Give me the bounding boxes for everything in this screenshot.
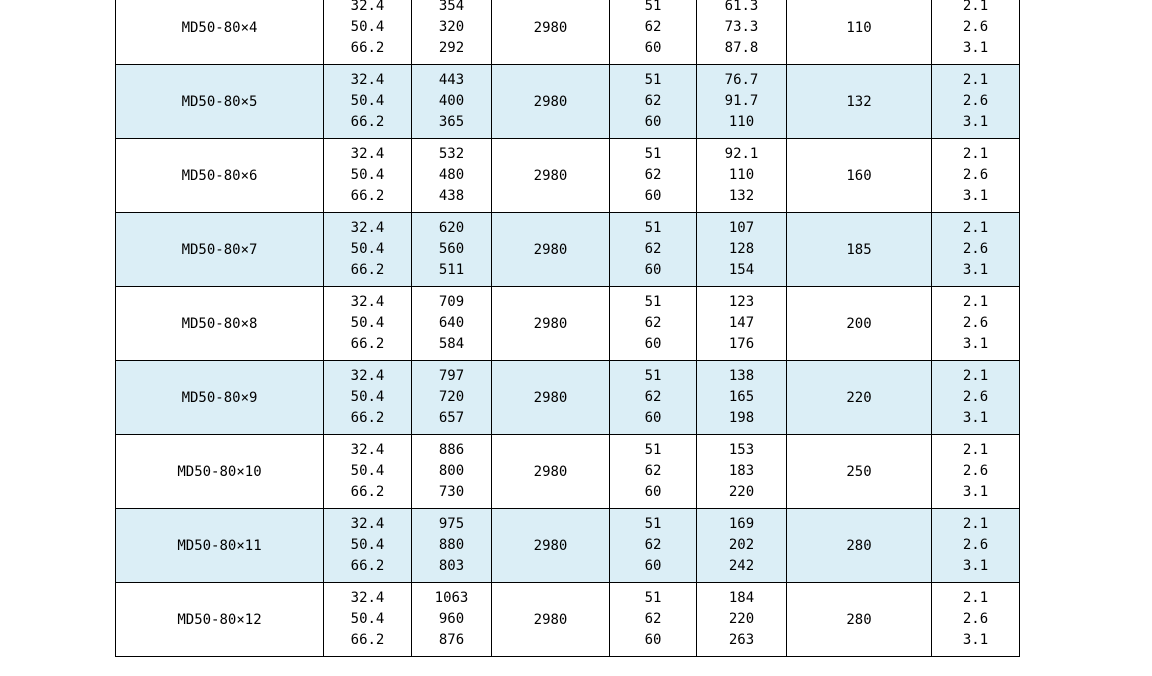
- head-cell: [412, 435, 492, 509]
- flow-cell-value: 32.4: [350, 146, 385, 162]
- npsh-cell-value: 2.1: [962, 368, 989, 384]
- speed-cell: 2980: [492, 287, 610, 361]
- shaft-power-cell-value: 61.3: [724, 0, 759, 14]
- table-row: [116, 361, 1020, 435]
- flow-cell: [324, 509, 412, 583]
- head-cell: [412, 583, 492, 657]
- shaft-power-cell-value: 138: [728, 368, 755, 384]
- shaft-power-cell-value: 147: [728, 315, 755, 331]
- shaft-power-cell-value: 110: [728, 114, 755, 130]
- head-cell-value: 657: [438, 410, 465, 426]
- flow-cell-value: 32.4: [350, 516, 385, 532]
- npsh-cell: [932, 213, 1020, 287]
- efficiency-cell-value: 62: [644, 19, 662, 35]
- head-cell: [412, 0, 492, 65]
- npsh-cell: [932, 65, 1020, 139]
- npsh-cell-value: 2.6: [962, 389, 989, 405]
- head-cell-value: 365: [438, 114, 465, 130]
- npsh-cell-value: 3.1: [962, 114, 989, 130]
- efficiency-cell-value: 60: [644, 40, 662, 56]
- motor-power-cell: 280: [787, 583, 932, 657]
- npsh-cell-value: 3.1: [962, 336, 989, 352]
- shaft-power-cell: [697, 65, 787, 139]
- efficiency-cell-value: 51: [644, 516, 662, 532]
- flow-cell-value: 32.4: [350, 294, 385, 310]
- head-cell-value: 640: [438, 315, 465, 331]
- speed-cell: 2980: [492, 213, 610, 287]
- efficiency-cell: [610, 213, 697, 287]
- efficiency-cell-value: 62: [644, 241, 662, 257]
- motor-power-cell: 280: [787, 509, 932, 583]
- shaft-power-cell-value: 76.7: [724, 72, 759, 88]
- shaft-power-cell-value: 128: [728, 241, 755, 257]
- efficiency-cell-value: 51: [644, 294, 662, 310]
- efficiency-cell-value: 51: [644, 368, 662, 384]
- flow-cell-value: 32.4: [350, 590, 385, 606]
- efficiency-cell-value: 62: [644, 537, 662, 553]
- efficiency-cell-value: 62: [644, 389, 662, 405]
- npsh-cell-value: 3.1: [962, 410, 989, 426]
- flow-cell-value: 50.4: [350, 463, 385, 479]
- npsh-cell-value: 2.6: [962, 611, 989, 627]
- motor-power-cell: 185: [787, 213, 932, 287]
- efficiency-cell-value: 62: [644, 463, 662, 479]
- npsh-cell: [932, 435, 1020, 509]
- table-row: [116, 583, 1020, 657]
- flow-cell-value: 32.4: [350, 72, 385, 88]
- shaft-power-cell-value: 220: [728, 484, 755, 500]
- head-cell: [412, 213, 492, 287]
- efficiency-cell-value: 51: [644, 0, 662, 14]
- shaft-power-cell-value: 154: [728, 262, 755, 278]
- table-row: [116, 435, 1020, 509]
- model-cell: MD50-80×7: [116, 213, 324, 287]
- npsh-cell-value: 2.1: [962, 516, 989, 532]
- shaft-power-cell-value: 202: [728, 537, 755, 553]
- npsh-cell-value: 2.6: [962, 537, 989, 553]
- speed-cell: 2980: [492, 583, 610, 657]
- head-cell: [412, 287, 492, 361]
- shaft-power-cell-value: 123: [728, 294, 755, 310]
- speed-cell: 2980: [492, 509, 610, 583]
- npsh-cell: [932, 583, 1020, 657]
- efficiency-cell-value: 51: [644, 72, 662, 88]
- efficiency-cell: [610, 287, 697, 361]
- flow-cell: [324, 65, 412, 139]
- shaft-power-cell: [697, 213, 787, 287]
- efficiency-cell-value: 60: [644, 410, 662, 426]
- shaft-power-cell: [697, 509, 787, 583]
- efficiency-cell: [610, 361, 697, 435]
- shaft-power-cell-value: 242: [728, 558, 755, 574]
- motor-power-cell: 200: [787, 287, 932, 361]
- npsh-cell-value: 3.1: [962, 40, 989, 56]
- head-cell: [412, 65, 492, 139]
- efficiency-cell: [610, 583, 697, 657]
- npsh-cell-value: 2.6: [962, 19, 989, 35]
- npsh-cell: [932, 139, 1020, 213]
- shaft-power-cell-value: 87.8: [724, 40, 759, 56]
- head-cell-value: 975: [438, 516, 465, 532]
- flow-cell-value: 50.4: [350, 389, 385, 405]
- npsh-cell-value: 3.1: [962, 484, 989, 500]
- flow-cell-value: 66.2: [350, 558, 385, 574]
- npsh-cell: [932, 0, 1020, 65]
- head-cell-value: 960: [438, 611, 465, 627]
- efficiency-cell-value: 60: [644, 336, 662, 352]
- efficiency-cell-value: 51: [644, 590, 662, 606]
- efficiency-cell-value: 62: [644, 315, 662, 331]
- flow-cell: [324, 361, 412, 435]
- efficiency-cell-value: 60: [644, 188, 662, 204]
- head-cell-value: 584: [438, 336, 465, 352]
- head-cell-value: 320: [438, 19, 465, 35]
- flow-cell-value: 66.2: [350, 410, 385, 426]
- shaft-power-cell-value: 110: [728, 167, 755, 183]
- npsh-cell-value: 2.1: [962, 590, 989, 606]
- flow-cell-value: 50.4: [350, 315, 385, 331]
- efficiency-cell-value: 62: [644, 611, 662, 627]
- head-cell-value: 292: [438, 40, 465, 56]
- shaft-power-cell-value: 184: [728, 590, 755, 606]
- shaft-power-cell-value: 91.7: [724, 93, 759, 109]
- head-cell-value: 876: [438, 632, 465, 648]
- head-cell-value: 797: [438, 368, 465, 384]
- shaft-power-cell-value: 132: [728, 188, 755, 204]
- flow-cell-value: 66.2: [350, 188, 385, 204]
- npsh-cell-value: 2.6: [962, 315, 989, 331]
- npsh-cell-value: 2.1: [962, 0, 989, 14]
- head-cell-value: 803: [438, 558, 465, 574]
- pump-spec-table: [115, 0, 1020, 657]
- speed-cell: 2980: [492, 361, 610, 435]
- flow-cell-value: 66.2: [350, 336, 385, 352]
- head-cell: [412, 509, 492, 583]
- table-row: [116, 139, 1020, 213]
- head-cell-value: 880: [438, 537, 465, 553]
- efficiency-cell-value: 62: [644, 93, 662, 109]
- efficiency-cell-value: 60: [644, 632, 662, 648]
- npsh-cell: [932, 361, 1020, 435]
- shaft-power-cell-value: 183: [728, 463, 755, 479]
- head-cell-value: 511: [438, 262, 465, 278]
- efficiency-cell: [610, 509, 697, 583]
- table-row: [116, 0, 1020, 65]
- npsh-cell-value: 3.1: [962, 558, 989, 574]
- head-cell-value: 443: [438, 72, 465, 88]
- flow-cell: [324, 139, 412, 213]
- head-cell-value: 800: [438, 463, 465, 479]
- shaft-power-cell: [697, 361, 787, 435]
- speed-cell: 2980: [492, 65, 610, 139]
- shaft-power-cell-value: 107: [728, 220, 755, 236]
- model-cell: MD50-80×4: [116, 0, 324, 65]
- efficiency-cell-value: 60: [644, 484, 662, 500]
- efficiency-cell-value: 60: [644, 558, 662, 574]
- npsh-cell-value: 3.1: [962, 188, 989, 204]
- head-cell-value: 620: [438, 220, 465, 236]
- table-row: [116, 213, 1020, 287]
- motor-power-cell: 132: [787, 65, 932, 139]
- flow-cell-value: 66.2: [350, 484, 385, 500]
- speed-cell: 2980: [492, 435, 610, 509]
- flow-cell-value: 66.2: [350, 262, 385, 278]
- speed-cell: 2980: [492, 139, 610, 213]
- flow-cell-value: 32.4: [350, 220, 385, 236]
- flow-cell: [324, 213, 412, 287]
- model-cell: MD50-80×6: [116, 139, 324, 213]
- head-cell-value: 886: [438, 442, 465, 458]
- npsh-cell-value: 2.1: [962, 220, 989, 236]
- npsh-cell-value: 3.1: [962, 632, 989, 648]
- shaft-power-cell-value: 176: [728, 336, 755, 352]
- speed-cell: 2980: [492, 0, 610, 65]
- head-cell-value: 532: [438, 146, 465, 162]
- npsh-cell-value: 2.1: [962, 146, 989, 162]
- shaft-power-cell: [697, 0, 787, 65]
- flow-cell-value: 32.4: [350, 442, 385, 458]
- head-cell-value: 730: [438, 484, 465, 500]
- flow-cell-value: 50.4: [350, 19, 385, 35]
- npsh-cell-value: 2.1: [962, 72, 989, 88]
- npsh-cell: [932, 287, 1020, 361]
- shaft-power-cell-value: 153: [728, 442, 755, 458]
- table-row: [116, 287, 1020, 361]
- shaft-power-cell: [697, 435, 787, 509]
- flow-cell-value: 32.4: [350, 368, 385, 384]
- shaft-power-cell-value: 263: [728, 632, 755, 648]
- model-cell: MD50-80×9: [116, 361, 324, 435]
- npsh-cell: [932, 509, 1020, 583]
- motor-power-cell: 220: [787, 361, 932, 435]
- flow-cell-value: 66.2: [350, 40, 385, 56]
- head-cell-value: 709: [438, 294, 465, 310]
- shaft-power-cell-value: 73.3: [724, 19, 759, 35]
- model-cell: MD50-80×12: [116, 583, 324, 657]
- efficiency-cell: [610, 65, 697, 139]
- head-cell-value: 720: [438, 389, 465, 405]
- shaft-power-cell-value: 165: [728, 389, 755, 405]
- model-cell: MD50-80×11: [116, 509, 324, 583]
- flow-cell-value: 66.2: [350, 632, 385, 648]
- head-cell: [412, 139, 492, 213]
- efficiency-cell-value: 60: [644, 262, 662, 278]
- motor-power-cell: 110: [787, 0, 932, 65]
- efficiency-cell-value: 51: [644, 442, 662, 458]
- head-cell-value: 560: [438, 241, 465, 257]
- flow-cell-value: 50.4: [350, 611, 385, 627]
- motor-power-cell: 250: [787, 435, 932, 509]
- shaft-power-cell: [697, 583, 787, 657]
- flow-cell-value: 32.4: [350, 0, 385, 14]
- efficiency-cell-value: 62: [644, 167, 662, 183]
- flow-cell: [324, 287, 412, 361]
- npsh-cell-value: 2.1: [962, 442, 989, 458]
- model-cell: MD50-80×8: [116, 287, 324, 361]
- npsh-cell-value: 2.6: [962, 167, 989, 183]
- shaft-power-cell-value: 220: [728, 611, 755, 627]
- shaft-power-cell: [697, 287, 787, 361]
- flow-cell-value: 66.2: [350, 114, 385, 130]
- flow-cell: [324, 0, 412, 65]
- flow-cell: [324, 435, 412, 509]
- flow-cell-value: 50.4: [350, 167, 385, 183]
- head-cell-value: 1063: [434, 590, 469, 606]
- efficiency-cell: [610, 435, 697, 509]
- table-row: [116, 509, 1020, 583]
- efficiency-cell-value: 60: [644, 114, 662, 130]
- head-cell: [412, 361, 492, 435]
- shaft-power-cell-value: 198: [728, 410, 755, 426]
- head-cell-value: 354: [438, 0, 465, 14]
- npsh-cell-value: 2.1: [962, 294, 989, 310]
- shaft-power-cell: [697, 139, 787, 213]
- model-cell: MD50-80×5: [116, 65, 324, 139]
- npsh-cell-value: 3.1: [962, 262, 989, 278]
- shaft-power-cell-value: 169: [728, 516, 755, 532]
- shaft-power-cell-value: 92.1: [724, 146, 759, 162]
- efficiency-cell-value: 51: [644, 146, 662, 162]
- npsh-cell-value: 2.6: [962, 93, 989, 109]
- efficiency-cell: [610, 0, 697, 65]
- flow-cell-value: 50.4: [350, 241, 385, 257]
- motor-power-cell: 160: [787, 139, 932, 213]
- model-cell: MD50-80×10: [116, 435, 324, 509]
- flow-cell-value: 50.4: [350, 537, 385, 553]
- flow-cell-value: 50.4: [350, 93, 385, 109]
- head-cell-value: 480: [438, 167, 465, 183]
- head-cell-value: 438: [438, 188, 465, 204]
- efficiency-cell: [610, 139, 697, 213]
- flow-cell: [324, 583, 412, 657]
- efficiency-cell-value: 51: [644, 220, 662, 236]
- head-cell-value: 400: [438, 93, 465, 109]
- table-row: [116, 65, 1020, 139]
- npsh-cell-value: 2.6: [962, 241, 989, 257]
- npsh-cell-value: 2.6: [962, 463, 989, 479]
